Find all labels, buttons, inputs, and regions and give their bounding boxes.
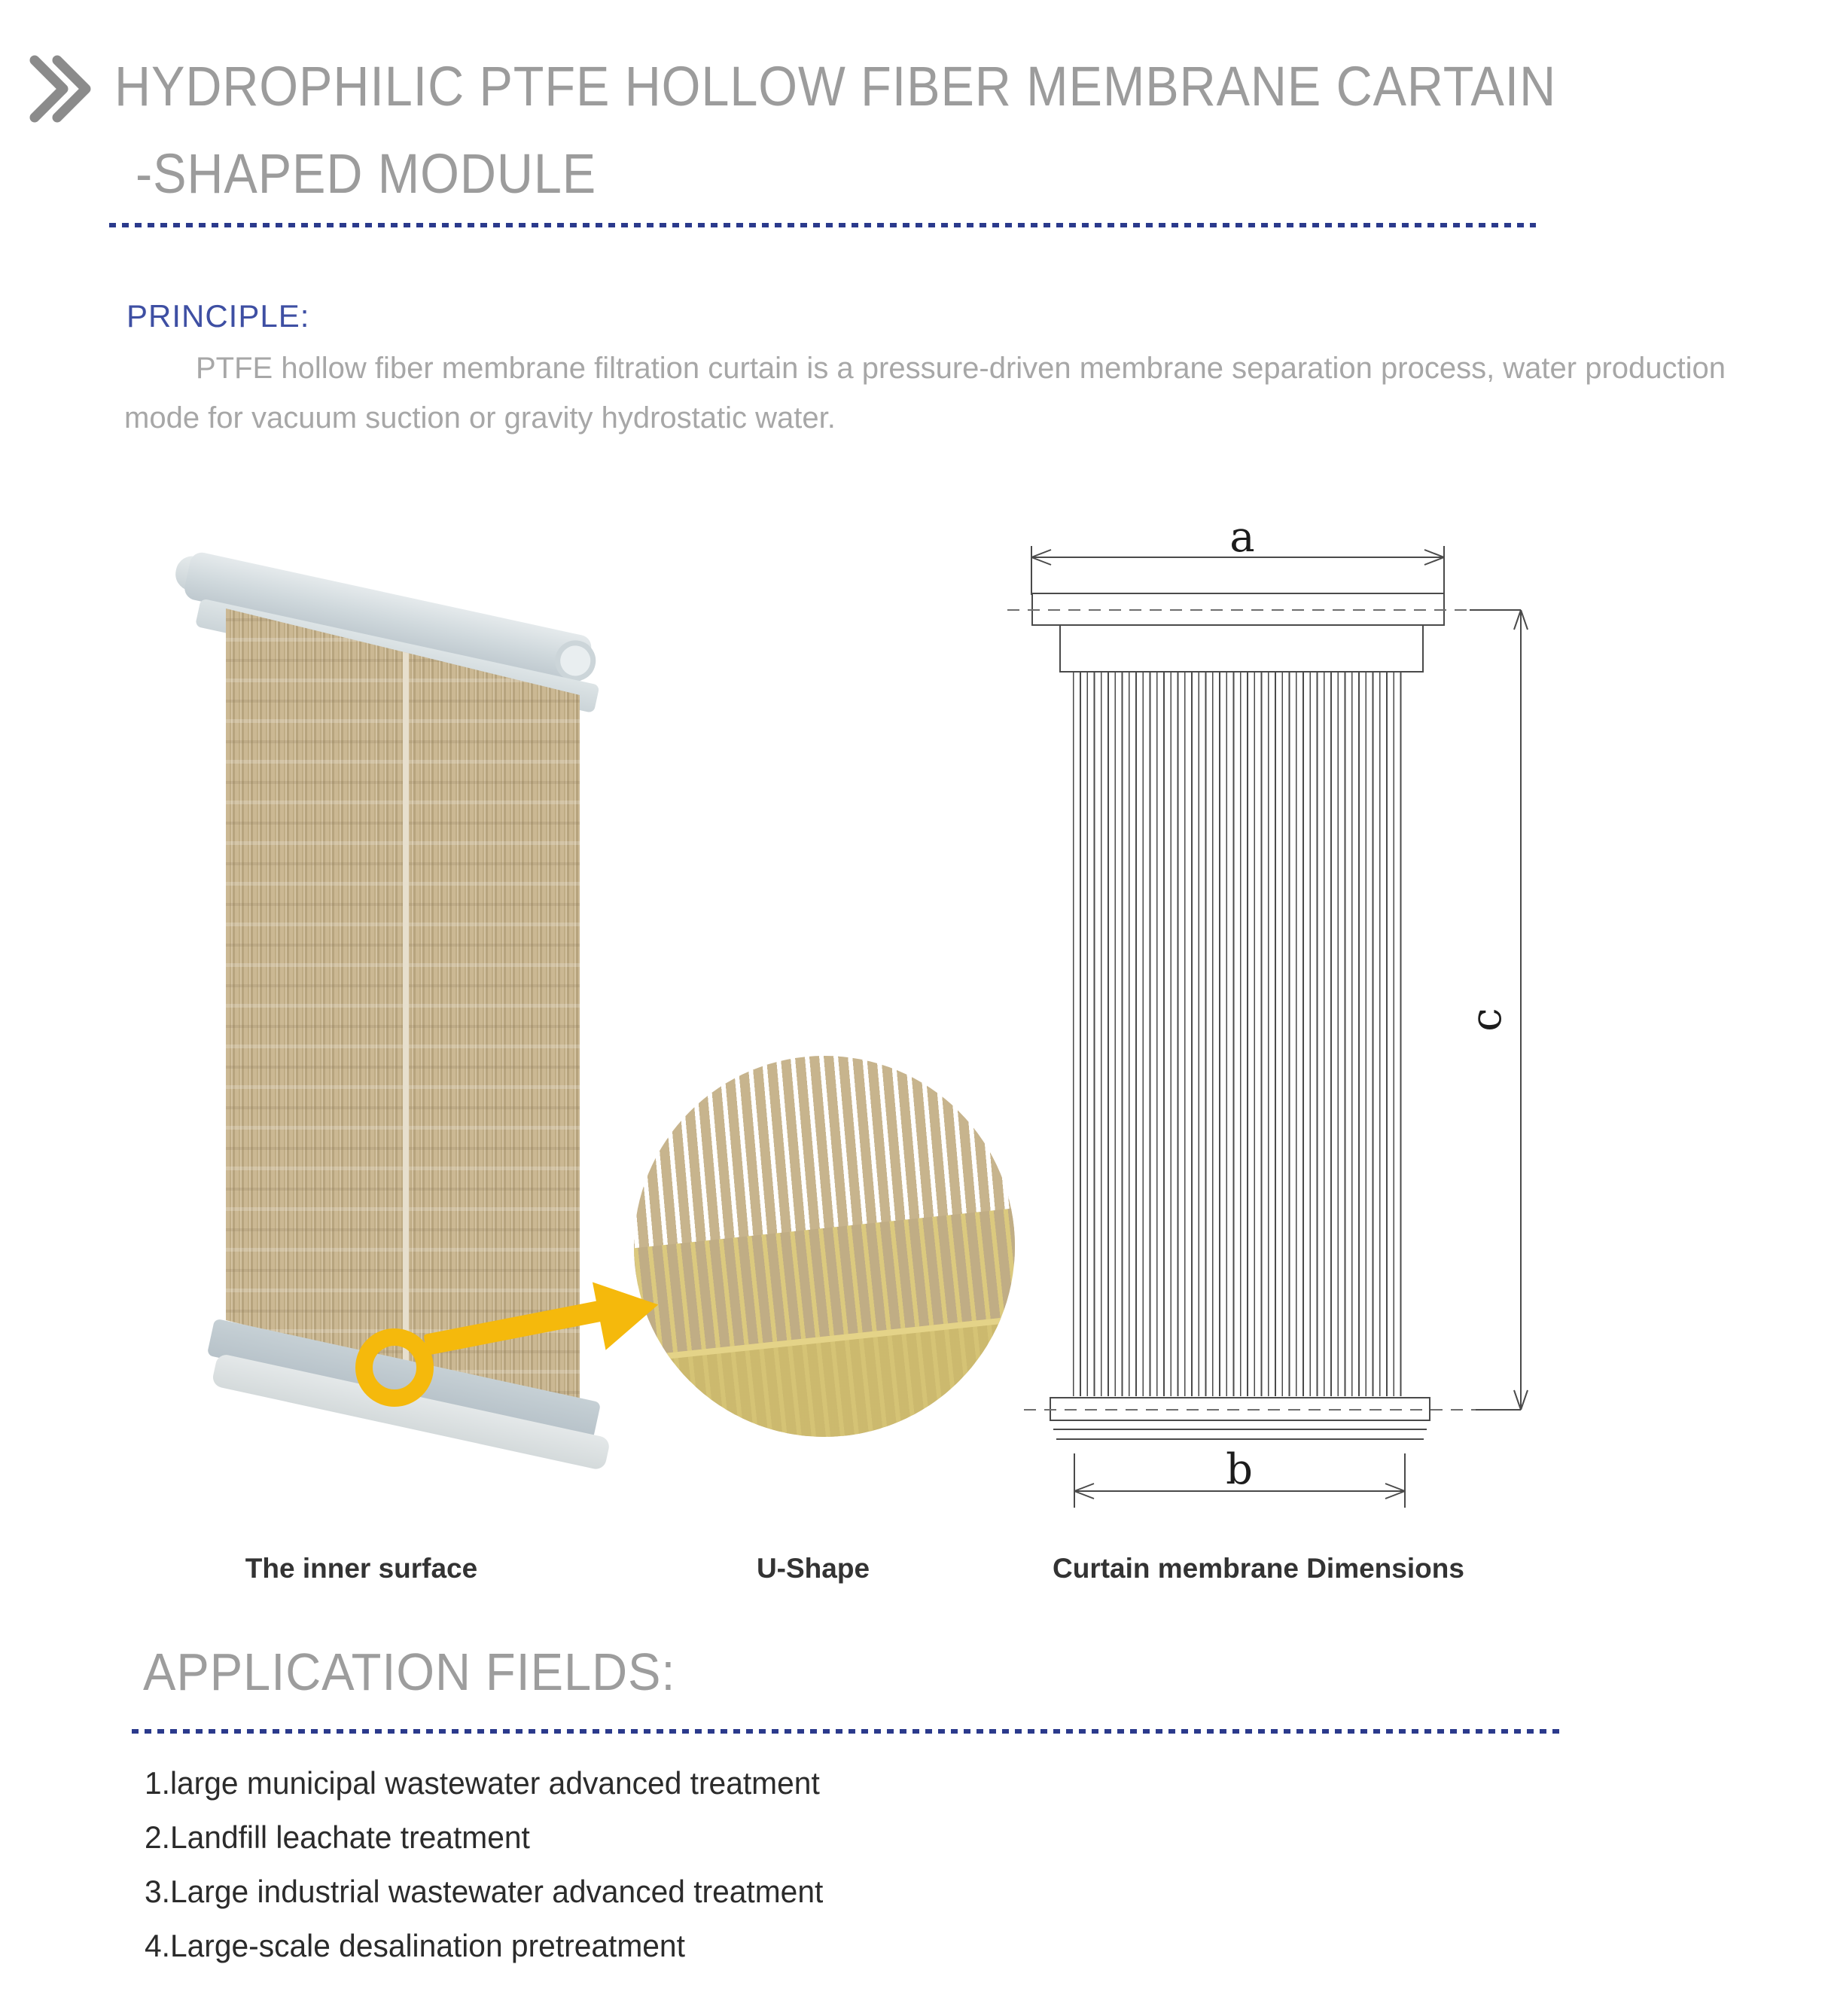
- dimension-label-a: a: [1229, 513, 1255, 562]
- caption-dimensions: Curtain membrane Dimensions: [1053, 1553, 1464, 1584]
- drawing-bottom-header-lines: [1052, 1420, 1428, 1439]
- curtain-center-divider: [403, 608, 409, 1414]
- caption-inner-surface: The inner surface: [245, 1553, 478, 1584]
- double-chevron-right-icon: [27, 51, 92, 127]
- application-item-4: 4.Large-scale desalination pretreatment: [145, 1928, 685, 1963]
- dimension-label-c: c: [1462, 1008, 1511, 1032]
- drawing-fiber-lines: [1073, 672, 1407, 1396]
- application-fields-heading: APPLICATION FIELDS:: [143, 1642, 676, 1701]
- page-title-line2: -SHAPED MODULE: [136, 142, 597, 205]
- dotted-divider-top: [109, 223, 1536, 227]
- application-item-2: 2.Landfill leachate treatment: [145, 1819, 530, 1855]
- dimension-label-b: b: [1226, 1445, 1253, 1494]
- principle-heading: PRINCIPLE:: [126, 298, 310, 334]
- caption-u-shape: U-Shape: [756, 1553, 870, 1584]
- application-item-1: 1.large municipal wastewater advanced treatment: [145, 1765, 820, 1801]
- zoom-marker-ring-icon: [355, 1328, 434, 1407]
- fiber-curtain: [226, 608, 580, 1414]
- dotted-divider-applications: [132, 1729, 1562, 1734]
- u-shape-magnified-view: [634, 1056, 1015, 1437]
- drawing-top-potting-rect: [1060, 625, 1423, 672]
- principle-paragraph: PTFE hollow fiber membrane filtration curtain is a pressure-driven membrane separation process, water production mode for vacuum suction or gravity hydrostatic water.: [124, 352, 1726, 435]
- application-item-3: 3.Large industrial wastewater advanced treatment: [145, 1874, 824, 1909]
- application-list: [145, 1764, 1199, 1981]
- page-title-line1: HYDROPHILIC PTFE HOLLOW FIBER MEMBRANE CARTAIN: [114, 55, 1557, 117]
- zoom-arrow-head-icon: [593, 1270, 665, 1350]
